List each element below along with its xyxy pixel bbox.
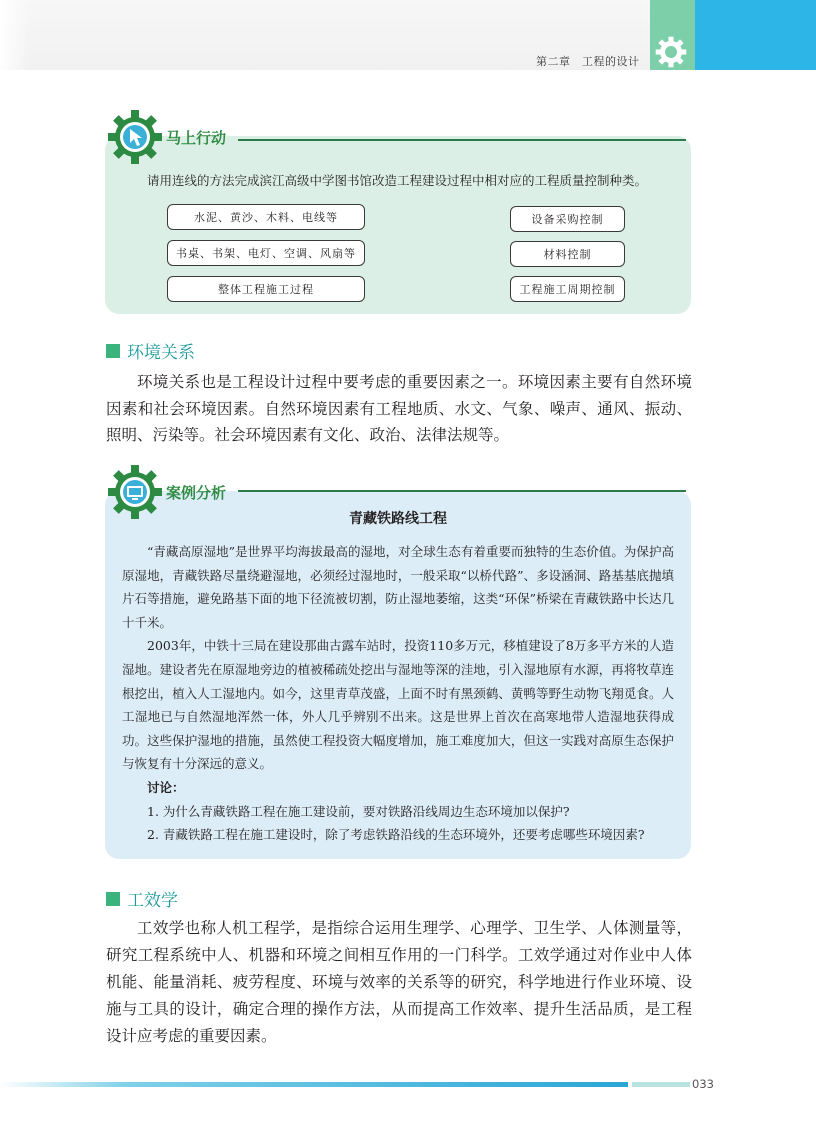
action-badge: [106, 108, 226, 166]
section-square-icon: [106, 892, 120, 906]
discussion-label: 讨论：: [147, 779, 185, 795]
case-paragraph-2: 2003年，中铁十三局在建设那曲古露车站时，投资110多万元，移植建设了8万多平方米的人造湿地。建设者先在原湿地旁边的植被稀疏处挖出与湿地等深的洼地，引入湿地原有水源，再将牧草连根挖出，植入人工湿地内。如今，这里青草茂盛，上面不时有黑颈鹤、黄鸭等野生动物飞翔觅食。人工湿地已与自然湿地浑然一体，外人几乎辨别不出来。这是世界上首次在高寒地带人造湿地获得成功。这些保护湿地的措施，虽然使工程投资大幅度增加，施工难度加大，但这一实践对高原生态保护与恢复有十分深远的意义。: [122, 638, 674, 772]
case-title: 青藏铁路线工程: [349, 511, 447, 527]
page-number: 033: [692, 1077, 714, 1091]
ergonomics-text: 工效学也称人机工程学，是指综合运用生理学、心理学、卫生学、人体测量等，研究工程系统中人、机器和环境之间相互作用的一门科学。工效学通过对作业中人体机能、能量消耗、疲劳程度、环境与效率的关系等的研究，科学地进行作业环境、设施与工具的设计，确定合理的操作方法，从而提高工作效率、提升生活品质，是工程设计应考虑的重要因素。: [106, 919, 692, 1045]
environment-paragraph: [106, 369, 692, 449]
footer-rule-accent: [632, 1082, 690, 1087]
case-body: [122, 540, 674, 847]
match-left-item-3[interactable]: 整体工程施工过程: [167, 276, 365, 302]
match-right-item-3[interactable]: 工程施工周期控制: [510, 276, 625, 302]
gear-icon: [106, 463, 164, 521]
environment-heading-text: 环境关系: [127, 343, 195, 363]
case-paragraph-1: “青藏高原湿地”是世界平均海拔最高的湿地，对全球生态有着重要而独特的生态价值。为保护高原湿地，青藏铁路尽量绕避湿地，必须经过湿地时，一般采取“以桥代路”、多设涵洞、路基基底抛填片石等措施，避免路基下面的地下径流被切割，防止湿地萎缩，这类“环保”桥梁在青藏铁路中长达几十千米。: [122, 544, 674, 630]
case-box: [105, 491, 691, 859]
ergonomics-heading-text: 工效学: [127, 891, 178, 911]
footer-rule: [0, 1082, 628, 1087]
environment-heading: [106, 338, 195, 363]
case-badge: [106, 463, 226, 521]
match-left-item-2[interactable]: 书桌、书架、电灯、空调、风扇等: [167, 240, 365, 266]
action-title: 马上行动: [166, 128, 227, 147]
environment-text: 环境关系也是工程设计过程中要考虑的重要因素之一。环境因素主要有自然环境因素和社会环境因素。自然环境因素有工程地质、水文、气象、噪声、通风、振动、照明、污染等。社会环境因素有文化、政治、法律法规等。: [106, 373, 692, 444]
discussion-question-2: 2. 青藏铁路工程在施工建设时，除了考虑铁路沿线的生态环境外，还要考虑哪些环境因素?: [147, 827, 645, 843]
section-square-icon: [106, 344, 120, 358]
match-right-item-1[interactable]: 设备采购控制: [510, 206, 625, 232]
discussion-question-1: 1. 为什么青藏铁路工程在施工建设前，要对铁路沿线周边生态环境加以保护?: [147, 803, 570, 819]
gear-icon: [654, 35, 688, 69]
ergonomics-heading: [106, 886, 178, 911]
match-right-item-2[interactable]: 材料控制: [510, 241, 625, 267]
match-left-item-1[interactable]: 水泥、黄沙、木料、电线等: [167, 204, 365, 230]
chapter-title: 第二章 工程的设计: [536, 55, 640, 68]
header-blue-block: [695, 0, 816, 70]
case-badge-title: 案例分析: [166, 483, 227, 502]
ergonomics-paragraph: [106, 915, 692, 1050]
case-title-underline: [238, 490, 686, 492]
gear-icon: [106, 108, 164, 166]
action-instruction: 请用连线的方法完成滨江高级中学图书馆改造工程建设过程中相对应的工程质量控制种类。: [147, 173, 648, 188]
action-title-underline: [238, 139, 686, 141]
